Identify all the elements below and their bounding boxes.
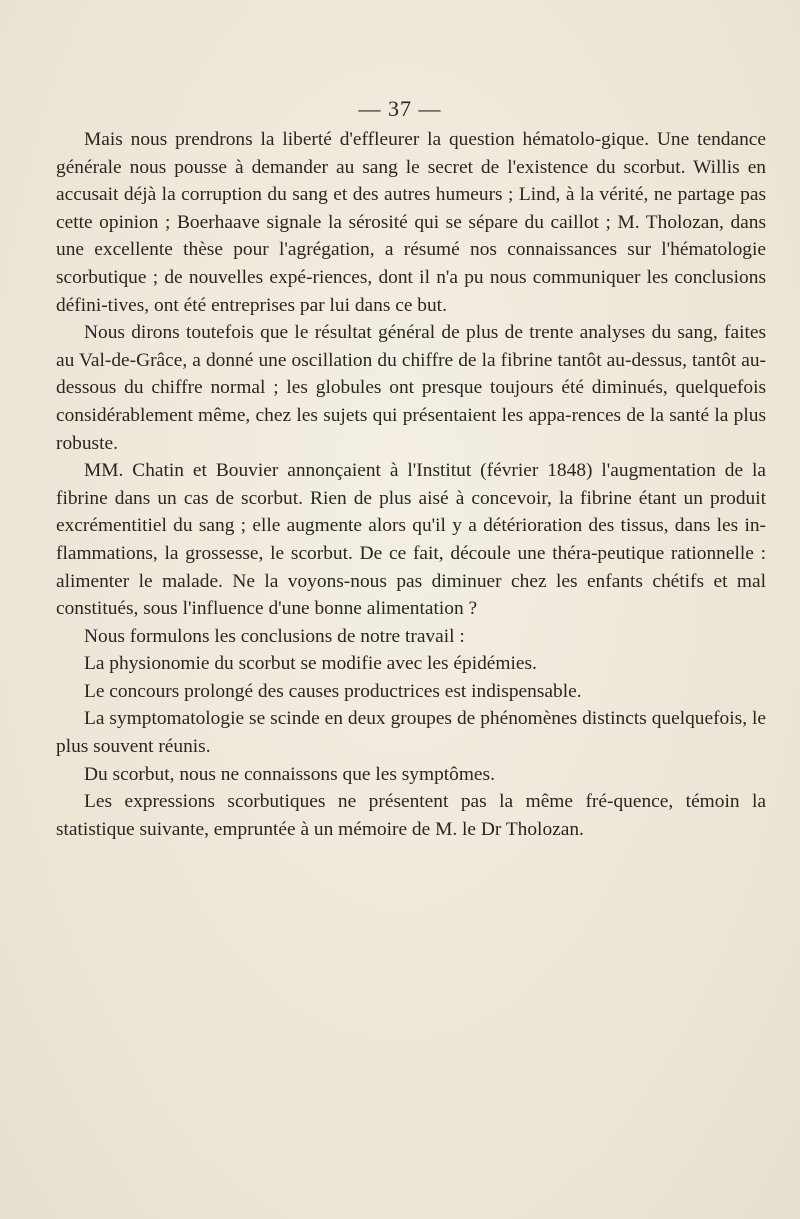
page-number: — 37 — <box>358 96 442 121</box>
paragraph-hematology: Mais nous prendrons la liberté d'effleurer la question hématolo-gique. Une tendance générale nous pousse à demander au sang le secret de l'existence du scorbut. Willis en accusait déjà la corruption du sang et des autres humeurs ; Lind, à la vérité, ne partage pas cette opinion ; Boerhaave signale la sérosité qui se sépare du caillot ; M. Tholozan, dans une excellente thèse pour l'agrégation, a résumé nos connaissances sur l'hématologie scorbutique ; de nouvelles expé-riences, dont il n'a pu nous communiquer les conclusions défini-tives, ont été entreprises par lui dans ce but. <box>56 129 766 316</box>
body-text <box>56 126 766 843</box>
conclusion-physiognomy: La physionomie du scorbut se modifie avec les épidémies. <box>84 653 537 675</box>
conclusion-symptoms-only: Du scorbut, nous ne connaissons que les symptômes. <box>84 763 495 785</box>
paragraph-blood-analyses: Nous dirons toutefois que le résultat général de plus de trente analyses du sang, faites au Val-de-Grâce, a donné une oscillation du chiffre de la fibrine tantôt au-dessus, tantôt au-dessous du chiffre normal ; les globules ont presque toujours été diminués, quelquefois considérablement même, chez les sujets qui présentaient les appa-rences de la santé la plus robuste. <box>56 322 766 454</box>
paragraph-fibrin: MM. Chatin et Bouvier annonçaient à l'Institut (février 1848) l'augmentation de la fibrine dans un cas de scorbut. Rien de plus aisé à concevoir, la fibrine étant un produit excrémentitiel du sang ; elle augmente alors qu'il y a détérioration des tissus, dans les in-flammations, la grossesse, le scorbut. De ce fait, découle une théra-peutique rationnelle : alimenter le malade. Ne la voyons-nous pas diminuer chez les enfants chétifs et mal constitués, sous l'influence d'une bonne alimentation ? <box>56 460 766 620</box>
conclusion-statistics: Les expressions scorbutiques ne présentent pas la même fré-quence, témoin la statistique suivante, empruntée à un mémoire de M. le Dr Tholozan. <box>56 791 766 840</box>
conclusion-symptomatology: La symptomatologie se scinde en deux groupes de phénomènes distincts quelquefois, le plus souvent réunis. <box>56 708 766 758</box>
paragraph-conclusions-intro: Nous formulons les conclusions de notre travail : <box>84 625 465 647</box>
conclusion-causes: Le concours prolongé des causes productrices est indispensable. <box>84 680 582 702</box>
